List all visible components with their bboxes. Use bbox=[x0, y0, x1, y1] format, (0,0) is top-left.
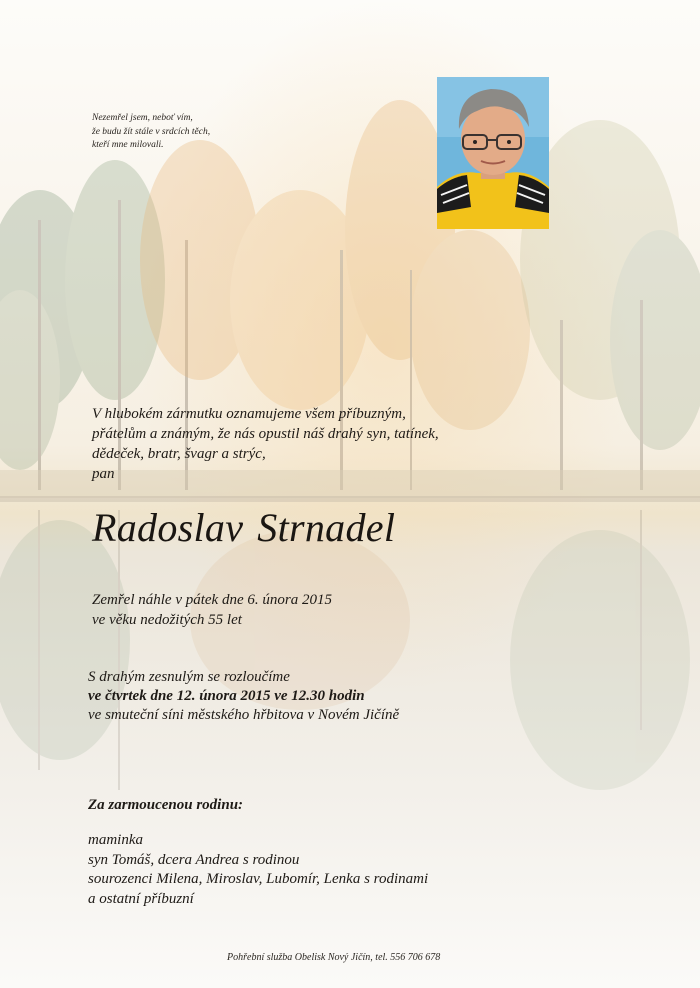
family-heading: Za zarmoucenou rodinu: bbox=[88, 797, 244, 813]
funeral-place: ve smuteční síni městského hřbitova v Novém Jičíně bbox=[88, 707, 400, 723]
funeral-info bbox=[88, 668, 399, 725]
family-member: a ostatní příbuzní bbox=[88, 890, 194, 907]
quote-line: Nezemřel jsem, neboť vím, bbox=[92, 113, 193, 123]
death-info-line: ve věku nedožitých 55 let bbox=[92, 612, 242, 628]
family-member: syn Tomáš, dcera Andrea s rodinou bbox=[88, 851, 300, 868]
deceased-last-name: Strnadel bbox=[257, 505, 396, 550]
announcement-line: dědeček, bratr, švagr a strýc, bbox=[92, 446, 266, 462]
quote bbox=[92, 112, 210, 153]
funeral-intro: S drahým zesnulým se rozloučíme bbox=[88, 669, 290, 685]
announcement-line: V hlubokém zármutku oznamujeme všem příbuzným, bbox=[92, 406, 406, 422]
death-info bbox=[92, 590, 332, 630]
deceased-name bbox=[92, 506, 395, 550]
portrait-photo bbox=[437, 77, 549, 229]
deceased-first-name: Radoslav bbox=[92, 505, 244, 550]
funeral-service-footer: Pohřební služba Obelisk Nový Jičín, tel. 556 706 678 bbox=[227, 952, 441, 963]
quote-line: kteří mne milovali. bbox=[92, 140, 164, 150]
death-info-line: Zemřel náhle v pátek dne 6. února 2015 bbox=[92, 592, 332, 608]
announcement-line: pan bbox=[92, 466, 115, 482]
announcement-line: přátelům a známým, že nás opustil náš drahý syn, tatínek, bbox=[92, 426, 439, 442]
announcement-text bbox=[92, 404, 439, 484]
family-members bbox=[88, 831, 428, 909]
family-member: sourozenci Milena, Miroslav, Lubomír, Lenka s rodinami bbox=[88, 871, 429, 887]
funeral-datetime: ve čtvrtek dne 12. února 2015 ve 12.30 hodin bbox=[88, 688, 365, 704]
quote-line: že budu žít stále v srdcích těch, bbox=[92, 126, 211, 137]
family-member: maminka bbox=[88, 832, 143, 848]
